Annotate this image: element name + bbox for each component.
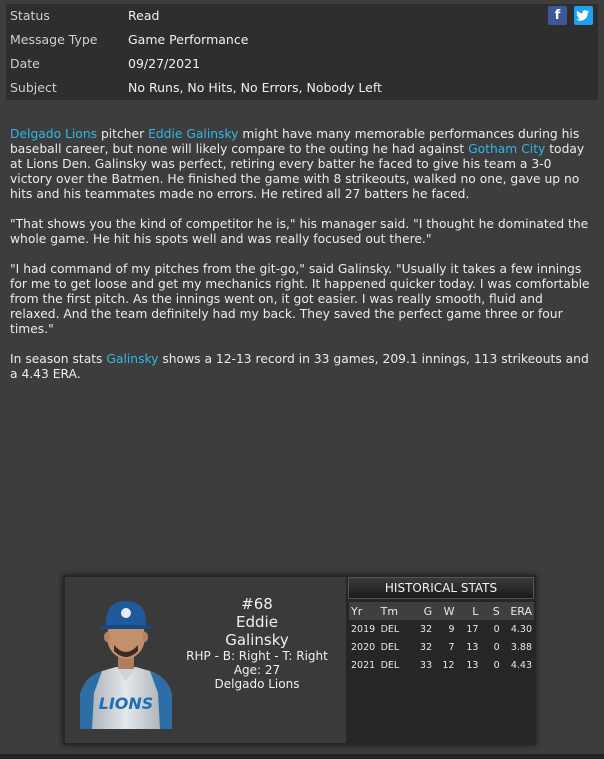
stat-cell: 17	[466, 623, 479, 635]
stat-cell: 9	[448, 623, 455, 635]
subject-value: No Runs, No Hits, No Errors, Nobody Left	[128, 80, 382, 95]
article-paragraph	[10, 352, 590, 382]
player-last-name: Galinsky	[225, 631, 289, 649]
message-type-row	[6, 28, 546, 52]
twitter-share-button[interactable]	[574, 6, 593, 25]
bottom-bar	[0, 754, 604, 759]
stat-cell: 0	[493, 623, 500, 635]
stat-cell: 12	[442, 659, 455, 671]
stat-cell: 2019	[351, 623, 376, 635]
stat-cell: DEL	[380, 623, 400, 635]
facebook-icon: f	[554, 8, 561, 23]
article-text: today at Lions Den. Galinsky was perfect, retiring every batter he faced to give his team a 3-0 victory over the Batmen. He finished the game with 8 strikeouts, walked no one, gave up no hits and his teammates made no errors. He retired all 27 batters he faced.	[10, 142, 585, 201]
article-text: might have many memorable performances during his baseball career, but none will likely compare to the outing he had against	[10, 127, 580, 156]
date-value: 09/27/2021	[128, 56, 201, 71]
player-details	[177, 595, 337, 691]
stat-cell: 33	[420, 659, 433, 671]
status-value: Read	[128, 8, 160, 23]
stat-cell: 4.43	[510, 659, 532, 671]
player-handedness: RHP - B: Right - T: Right	[186, 649, 328, 663]
facebook-share-button[interactable]	[548, 6, 567, 25]
date-row	[6, 52, 546, 76]
article-text: pitcher	[97, 127, 149, 141]
opponent-link[interactable]: Gotham City	[468, 142, 546, 156]
stats-row	[349, 620, 534, 638]
jersey-logo-text: LIONS	[98, 694, 154, 713]
stat-cell: DEL	[380, 641, 400, 653]
stat-cell: 3.88	[510, 641, 532, 653]
player-stats-link[interactable]: Galinsky	[106, 352, 159, 366]
col-s[interactable]: S	[480, 602, 501, 620]
historical-stats-table	[349, 602, 534, 674]
article-text: In season stats	[10, 352, 107, 366]
subject-row	[6, 76, 546, 100]
col-w[interactable]: W	[434, 602, 456, 620]
stat-cell: 32	[420, 623, 433, 635]
player-info-panel	[65, 577, 346, 743]
col-l[interactable]: L	[456, 602, 480, 620]
article-paragraph	[10, 127, 590, 202]
stat-cell: DEL	[380, 659, 400, 671]
message-type-label: Message Type	[10, 32, 98, 47]
stat-cell: 2021	[351, 659, 376, 671]
stats-header-row	[349, 602, 534, 620]
stat-cell: 32	[420, 641, 433, 653]
col-g[interactable]: G	[409, 602, 435, 620]
player-first-name: Eddie	[236, 613, 278, 631]
player-card	[63, 575, 536, 745]
player-team: Delgado Lions	[214, 677, 300, 691]
stat-cell: 2020	[351, 641, 376, 653]
stat-cell: 13	[466, 659, 479, 671]
stat-cell: 0	[493, 659, 500, 671]
player-age: Age: 27	[233, 663, 281, 677]
historical-stats-panel	[348, 577, 534, 743]
date-label: Date	[10, 56, 40, 71]
player-photo[interactable]	[80, 597, 172, 729]
col-yr[interactable]: Yr	[349, 602, 379, 620]
subject-label: Subject	[10, 80, 57, 95]
col-era[interactable]: ERA	[502, 602, 534, 620]
player-link[interactable]: Eddie Galinsky	[148, 127, 239, 141]
stat-cell: 7	[448, 641, 455, 653]
stats-row	[349, 638, 534, 656]
stat-cell: 0	[493, 641, 500, 653]
col-tm[interactable]: Tm	[379, 602, 409, 620]
stat-cell: 4.30	[510, 623, 532, 635]
status-label: Status	[10, 8, 50, 23]
stats-row	[349, 656, 534, 674]
historical-stats-title: HISTORICAL STATS	[348, 577, 534, 599]
twitter-icon	[574, 6, 593, 25]
message-type-value: Game Performance	[128, 32, 249, 47]
status-row	[6, 4, 546, 28]
article-body	[10, 127, 590, 397]
article-text: shows a 12-13 record in 33 games, 209.1 innings, 113 strikeouts and a 4.43 ERA.	[10, 352, 589, 381]
team-link[interactable]: Delgado Lions	[10, 127, 98, 141]
stat-cell: 13	[466, 641, 479, 653]
article-paragraph: "I had command of my pitches from the git-go," said Galinsky. "Usually it takes a few innings for me to get loose and get my mechanics right. It happened quicker today. I was comfortable from the first pitch. As the innings went on, it got easier. I was really smooth, fluid and relaxed. And the team definitely had my back. They saved the perfect game three or four times."	[10, 262, 590, 336]
player-number: #68	[241, 595, 273, 613]
message-header	[6, 4, 598, 100]
article-paragraph: "That shows you the kind of competitor he is," his manager said. "I thought he dominated the whole game. He hit his spots well and was really focused out there."	[10, 217, 589, 246]
